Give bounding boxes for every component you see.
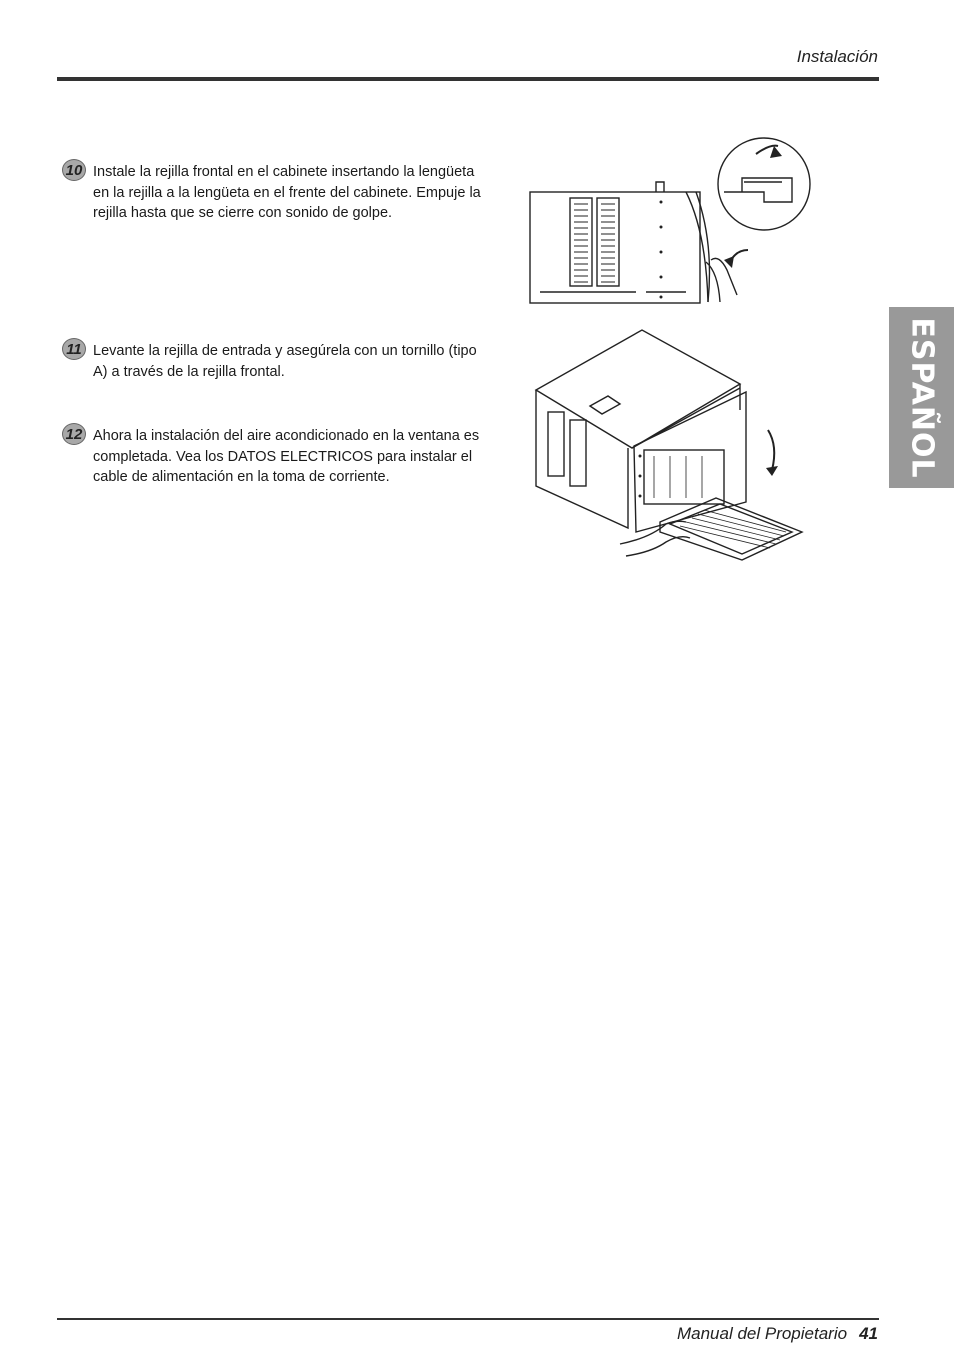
language-tab-label: ESPAÑOL (904, 316, 939, 479)
step-text: Levante la rejilla de entrada y asegúrela con un tornillo (tipo A) a través de la rejilla frontal. (93, 343, 477, 380)
step-number-badge: 11 (62, 338, 86, 360)
inlet-grille-illustration (530, 326, 820, 564)
manual-title: Manual del Propietario (676, 1324, 848, 1343)
section-title: Instalación (796, 47, 878, 66)
footer-divider (57, 1318, 879, 1320)
step-11 (62, 341, 482, 382)
page-number: 41 (859, 1324, 878, 1343)
step-text: Instale la rejilla frontal en el cabinete insertando la lengüeta en la rejilla a la lengüeta en el frente del cabinete. Empuje la rejilla hasta que se cierre con sonido de golpe. (93, 164, 481, 221)
step-text: Ahora la instalación del aire acondicionado en la ventana es completada. Vea los DATOS ELECTRICOS para instalar el cable de alimentación en la toma de corriente. (93, 428, 480, 485)
step-12 (62, 426, 482, 488)
language-tab (889, 307, 954, 488)
step-number-badge: 10 (62, 159, 86, 181)
step-10 (62, 162, 482, 224)
front-grille-illustration (526, 132, 816, 308)
page-footer (677, 1324, 878, 1344)
step-number-badge: 12 (62, 423, 86, 445)
header-divider (57, 77, 879, 81)
